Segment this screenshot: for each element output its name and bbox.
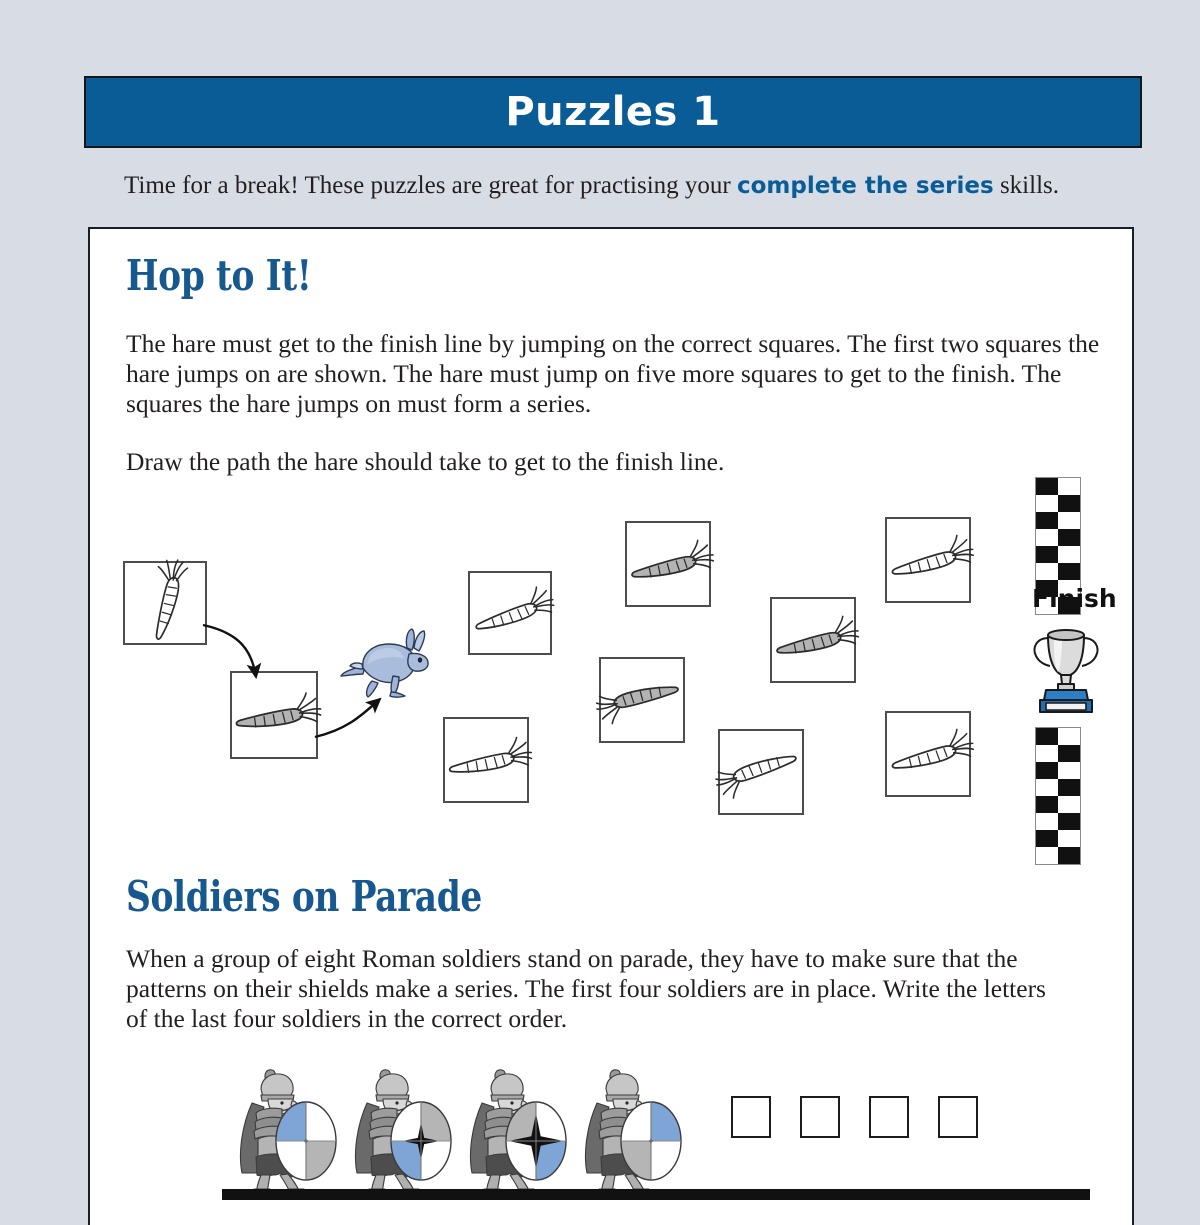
- instruction-paragraph-hop-2: Draw the path the hare should take to get to the finish line.: [126, 447, 725, 476]
- soldier-figure: [575, 1067, 687, 1195]
- worksheet-content-panel: [88, 227, 1134, 1225]
- section-heading-soldiers-on-parade: Soldiers on Parade: [126, 872, 482, 921]
- checker-cell: [1036, 813, 1058, 830]
- carrot-square[interactable]: [885, 517, 971, 603]
- carrot-square[interactable]: [625, 521, 711, 607]
- checker-cell: [1058, 745, 1080, 762]
- checker-cell: [1036, 779, 1058, 796]
- subtitle-emphasis: complete the series: [736, 173, 994, 199]
- instruction-paragraph-soldiers: When a group of eight Roman soldiers stand on parade, they have to make sure that the patterns on their shields make a series. The first four soldiers are in place. Write the letters of the last four soldiers in the correct order.: [126, 944, 1046, 1033]
- soldier-figure: [230, 1067, 342, 1195]
- section-heading-hop-to-it: Hop to It!: [126, 251, 312, 300]
- carrot-square[interactable]: [468, 571, 552, 655]
- checker-cell: [1058, 813, 1080, 830]
- instruction-paragraph-hop-1: The hare must get to the finish line by jumping on the correct squares. The first two squares the hare jumps on are shown. The hare must jump on five more squares to get to the finish. The squares the hare jumps on must form a series.: [126, 329, 1100, 418]
- answer-box[interactable]: [800, 1096, 840, 1138]
- checker-cell: [1036, 529, 1058, 546]
- checker-cell: [1036, 495, 1058, 512]
- checker-cell: [1058, 779, 1080, 796]
- soldier-figure: [345, 1067, 457, 1195]
- page-subtitle: [124, 172, 1134, 200]
- parade-ground-line: [222, 1189, 1090, 1200]
- checker-cell: [1058, 478, 1080, 495]
- carrot-square[interactable]: [230, 671, 318, 759]
- carrot-square[interactable]: [885, 711, 971, 797]
- carrot-square[interactable]: [718, 729, 804, 815]
- checker-cell: [1058, 563, 1080, 580]
- checker-cell: [1058, 728, 1080, 745]
- finish-flag-bottom: [1035, 727, 1081, 865]
- checker-cell: [1036, 563, 1058, 580]
- page-title: Puzzles 1: [505, 89, 721, 135]
- checker-cell: [1036, 512, 1058, 529]
- checker-cell: [1058, 512, 1080, 529]
- checker-cell: [1058, 847, 1080, 864]
- carrot-square[interactable]: [770, 597, 856, 683]
- trophy-icon: [1030, 622, 1102, 714]
- answer-box[interactable]: [869, 1096, 909, 1138]
- checker-cell: [1058, 495, 1080, 512]
- page-title-banner: [84, 76, 1142, 148]
- answer-box[interactable]: [731, 1096, 771, 1138]
- arrow-square1-to-square2: [203, 625, 256, 677]
- checker-cell: [1058, 762, 1080, 779]
- checker-cell: [1036, 546, 1058, 563]
- checker-cell: [1058, 796, 1080, 813]
- hare-illustration: [335, 624, 435, 704]
- checker-cell: [1036, 745, 1058, 762]
- checker-cell: [1036, 847, 1058, 864]
- carrot-square[interactable]: [599, 657, 685, 743]
- checker-cell: [1058, 546, 1080, 563]
- checker-cell: [1036, 478, 1058, 495]
- subtitle-lead: Time for a break! These puzzles are great for practising your: [124, 172, 737, 199]
- checker-cell: [1036, 762, 1058, 779]
- carrot-square[interactable]: [443, 717, 529, 803]
- checker-cell: [1036, 796, 1058, 813]
- answer-box[interactable]: [938, 1096, 978, 1138]
- carrot-square[interactable]: [123, 561, 207, 645]
- checker-cell: [1058, 529, 1080, 546]
- finish-label: Finish: [1032, 584, 1117, 613]
- checker-cell: [1058, 830, 1080, 847]
- soldier-figure: [460, 1067, 572, 1195]
- checker-cell: [1036, 728, 1058, 745]
- checker-cell: [1036, 830, 1058, 847]
- subtitle-tail: skills.: [993, 172, 1059, 199]
